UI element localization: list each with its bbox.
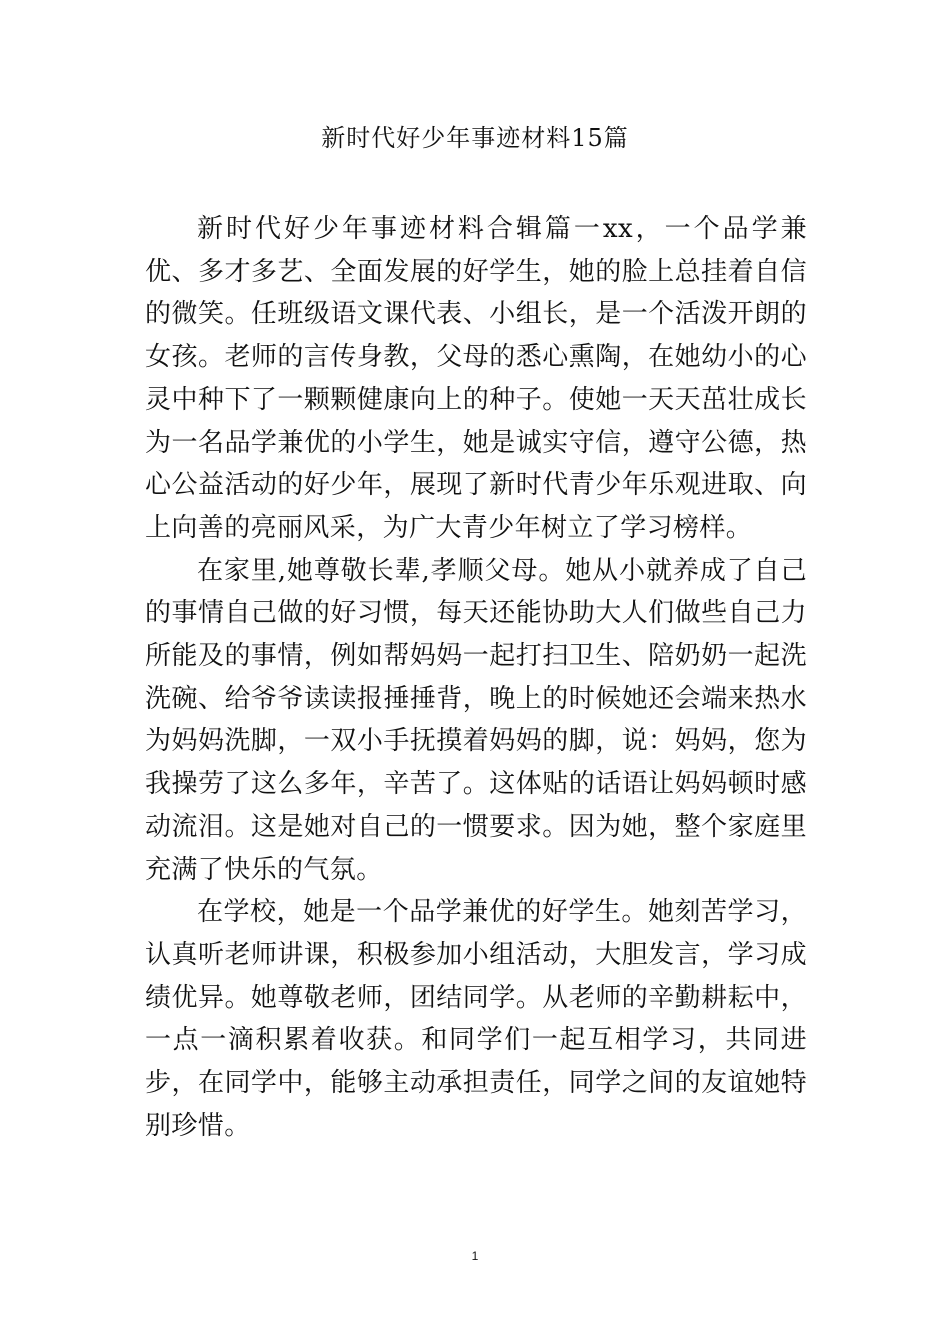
paragraph-3: 在学校，她是一个品学兼优的好学生。她刻苦学习，认真听老师讲课，积极参加小组活动，大胆发言，学习成绩优异。她尊敬老师，团结同学。从老师的辛勤耕耘中，一点一滴积累着收获。和同学们一起互相学习，共同进步，在同学中，能够主动承担责任，同学之间的友谊她特别珍惜。 — [145, 897, 807, 1141]
document-body — [145, 208, 807, 1147]
paragraph-1: 新时代好少年事迹材料合辑篇一xx，一个品学兼优、多才多艺、全面发展的好学生，她的脸上总挂着自信的微笑。任班级语文课代表、小组长，是一个活泼开朗的女孩。老师的言传身教，父母的悉心熏陶，在她幼小的心灵中种下了一颗颗健康向上的种子。使她一天天茁壮成长为一名品学兼优的小学生，她是诚实守信，遵守公德，热心公益活动的好少年，展现了新时代青少年乐观进取、向上向善的亮丽风采，为广大青少年树立了学习榜样。 — [145, 214, 807, 543]
document-title: 新时代好少年事迹材料15篇 — [321, 124, 629, 152]
paragraph-2: 在家里,她尊敬长辈,孝顺父母。她从小就养成了自己的事情自己做的好习惯，每天还能协助大人们做些自己力所能及的事情，例如帮妈妈一起打扫卫生、陪奶奶一起洗洗碗、给爷爷读读报捶捶背，晚上的时候她还会端来热水为妈妈洗脚，一双小手抚摸着妈妈的脚，说：妈妈，您为我操劳了这么多年，辛苦了。这体贴的话语让妈妈顿时感动流泪。这是她对自己的一惯要求。因为她，整个家庭里充满了快乐的气氛。 — [145, 555, 807, 885]
page-number: 1 — [471, 1249, 479, 1263]
